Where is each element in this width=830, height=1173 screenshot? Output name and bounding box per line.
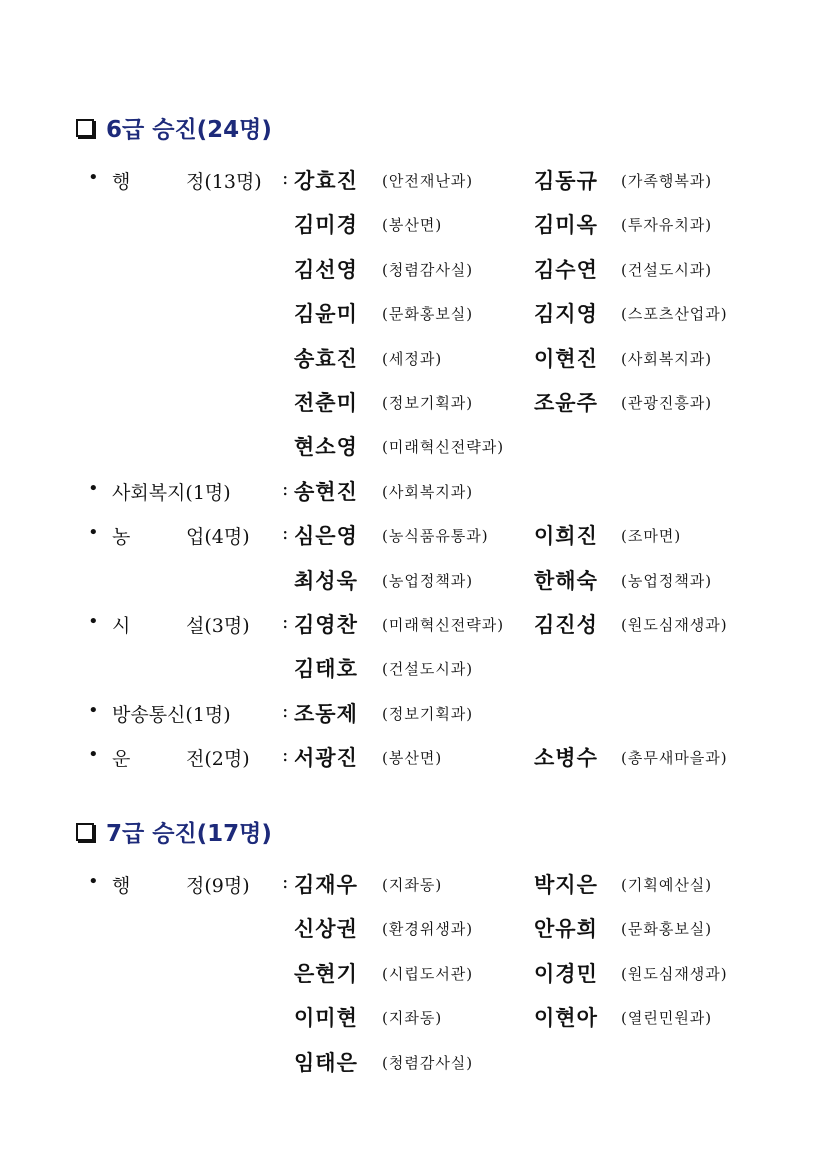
person-department: (시립도서관): [382, 965, 474, 983]
person-department: (관광진흥과): [621, 394, 713, 412]
promotion-row: [0, 653, 830, 683]
person-department: (세정과): [382, 350, 443, 368]
bullet-icon: •: [88, 167, 99, 188]
person-department: (스포츠산업과): [621, 305, 728, 323]
category-label: [112, 167, 262, 194]
colon-separator: :: [282, 167, 289, 189]
promotion-row: [0, 298, 830, 328]
section-title-text: 7급 승진(17명): [106, 820, 272, 847]
person-name: 안유희: [534, 917, 598, 941]
person-name: 김미경: [294, 213, 358, 237]
category-label-head: 시: [112, 615, 131, 637]
promotion-row: [0, 913, 830, 943]
person-name: 송효진: [294, 347, 358, 371]
promotion-row: [0, 698, 830, 728]
person-name: 신상권: [294, 917, 358, 941]
section-title: [76, 112, 272, 142]
person-name: 김미옥: [534, 213, 598, 237]
person-department: (기획예산실): [621, 876, 713, 894]
person-department: (사회복지과): [621, 350, 713, 368]
person-department: (농업정책과): [621, 572, 713, 590]
person-department: (문화홍보실): [621, 920, 713, 938]
person-department: (지좌동): [382, 876, 443, 894]
bullet-icon: •: [88, 611, 99, 632]
person-department: (원도심재생과): [621, 965, 728, 983]
colon-separator: :: [282, 611, 289, 633]
promotion-row: [0, 343, 830, 373]
person-name: 김지영: [534, 302, 598, 326]
person-department: (청렴감사실): [382, 1054, 474, 1072]
promotion-row: [0, 1047, 830, 1077]
person-name: 심은영: [294, 524, 358, 548]
person-name: 조동제: [294, 702, 358, 726]
colon-separator: :: [282, 700, 289, 722]
person-name: 은현기: [294, 962, 358, 986]
section-title-text: 6급 승진(24명): [106, 116, 272, 143]
person-name: 박지은: [534, 873, 598, 897]
person-department: (가족행복과): [621, 172, 713, 190]
category-label-tail: 설(3명): [186, 615, 250, 637]
person-department: (문화홍보실): [382, 305, 474, 323]
category-label-head: 운: [112, 748, 131, 770]
person-name: 김수연: [534, 258, 598, 282]
person-department: (안전재난과): [382, 172, 474, 190]
person-name: 조윤주: [534, 391, 598, 415]
promotion-row: [0, 958, 830, 988]
person-name: 한해숙: [534, 569, 598, 593]
person-department: (농식품유통과): [382, 527, 489, 545]
person-department: (조마면): [621, 527, 682, 545]
category-label-tail: 전(2명): [186, 748, 250, 770]
section-title: [76, 816, 272, 846]
person-name: 강효진: [294, 169, 358, 193]
person-department: (열린민원과): [621, 1009, 713, 1027]
person-department: (농업정책과): [382, 572, 474, 590]
person-name: 현소영: [294, 435, 358, 459]
person-name: 이경민: [534, 962, 598, 986]
colon-separator: :: [282, 478, 289, 500]
person-name: 이희진: [534, 524, 598, 548]
promotion-row: [0, 742, 830, 772]
bullet-icon: •: [88, 478, 99, 499]
person-name: 김선영: [294, 258, 358, 282]
person-department: (환경위생과): [382, 920, 474, 938]
category-label: [112, 744, 250, 771]
person-department: (투자유치과): [621, 216, 713, 234]
category-label-head: 행: [112, 171, 131, 193]
promotion-row: [0, 209, 830, 239]
category-label: [112, 522, 250, 549]
promotion-row: [0, 520, 830, 550]
colon-separator: :: [282, 744, 289, 766]
person-name: 전춘미: [294, 391, 358, 415]
checkbox-icon: [76, 823, 94, 841]
category-label: [112, 611, 250, 638]
person-department: (정보기획과): [382, 394, 474, 412]
person-name: 서광진: [294, 746, 358, 770]
person-name: 송현진: [294, 480, 358, 504]
promotion-row: [0, 387, 830, 417]
category-label: 방송통신(1명): [112, 704, 231, 726]
colon-separator: :: [282, 522, 289, 544]
person-name: 김진성: [534, 613, 598, 637]
bullet-icon: •: [88, 871, 99, 892]
category-label-head: 행: [112, 875, 131, 897]
category-label-tail: 업(4명): [186, 526, 250, 548]
checkbox-icon: [76, 119, 94, 137]
person-department: (정보기획과): [382, 705, 474, 723]
bullet-icon: •: [88, 522, 99, 543]
person-department: (원도심재생과): [621, 616, 728, 634]
promotion-row: [0, 609, 830, 639]
person-name: 이미현: [294, 1006, 358, 1030]
person-name: 이현아: [534, 1006, 598, 1030]
category-label-tail: 정(9명): [186, 875, 250, 897]
person-department: (봉산면): [382, 216, 443, 234]
person-department: (청렴감사실): [382, 261, 474, 279]
person-name: 김윤미: [294, 302, 358, 326]
person-name: 김재우: [294, 873, 358, 897]
person-department: (사회복지과): [382, 483, 474, 501]
promotion-row: [0, 869, 830, 899]
category-label: 사회복지(1명): [112, 482, 231, 504]
person-name: 최성욱: [294, 569, 358, 593]
bullet-icon: •: [88, 700, 99, 721]
person-name: 김동규: [534, 169, 598, 193]
colon-separator: :: [282, 871, 289, 893]
person-department: (총무새마을과): [621, 749, 728, 767]
bullet-icon: •: [88, 744, 99, 765]
person-department: (건설도시과): [621, 261, 713, 279]
promotion-row: [0, 254, 830, 284]
person-name: 김태호: [294, 657, 358, 681]
category-label-tail: 정(13명): [186, 171, 262, 193]
person-name: 이현진: [534, 347, 598, 371]
category-label: [112, 871, 250, 898]
promotion-row: [0, 1002, 830, 1032]
person-name: 임태은: [294, 1051, 358, 1075]
category-label-head: 농: [112, 526, 131, 548]
promotion-row: [0, 165, 830, 195]
person-department: (봉산면): [382, 749, 443, 767]
person-name: 소병수: [534, 746, 598, 770]
person-name: 김영찬: [294, 613, 358, 637]
person-department: (지좌동): [382, 1009, 443, 1027]
person-department: (건설도시과): [382, 660, 474, 678]
promotion-row: [0, 431, 830, 461]
person-department: (미래혁신전략과): [382, 438, 505, 456]
promotion-row: [0, 476, 830, 506]
person-department: (미래혁신전략과): [382, 616, 505, 634]
promotion-row: [0, 565, 830, 595]
